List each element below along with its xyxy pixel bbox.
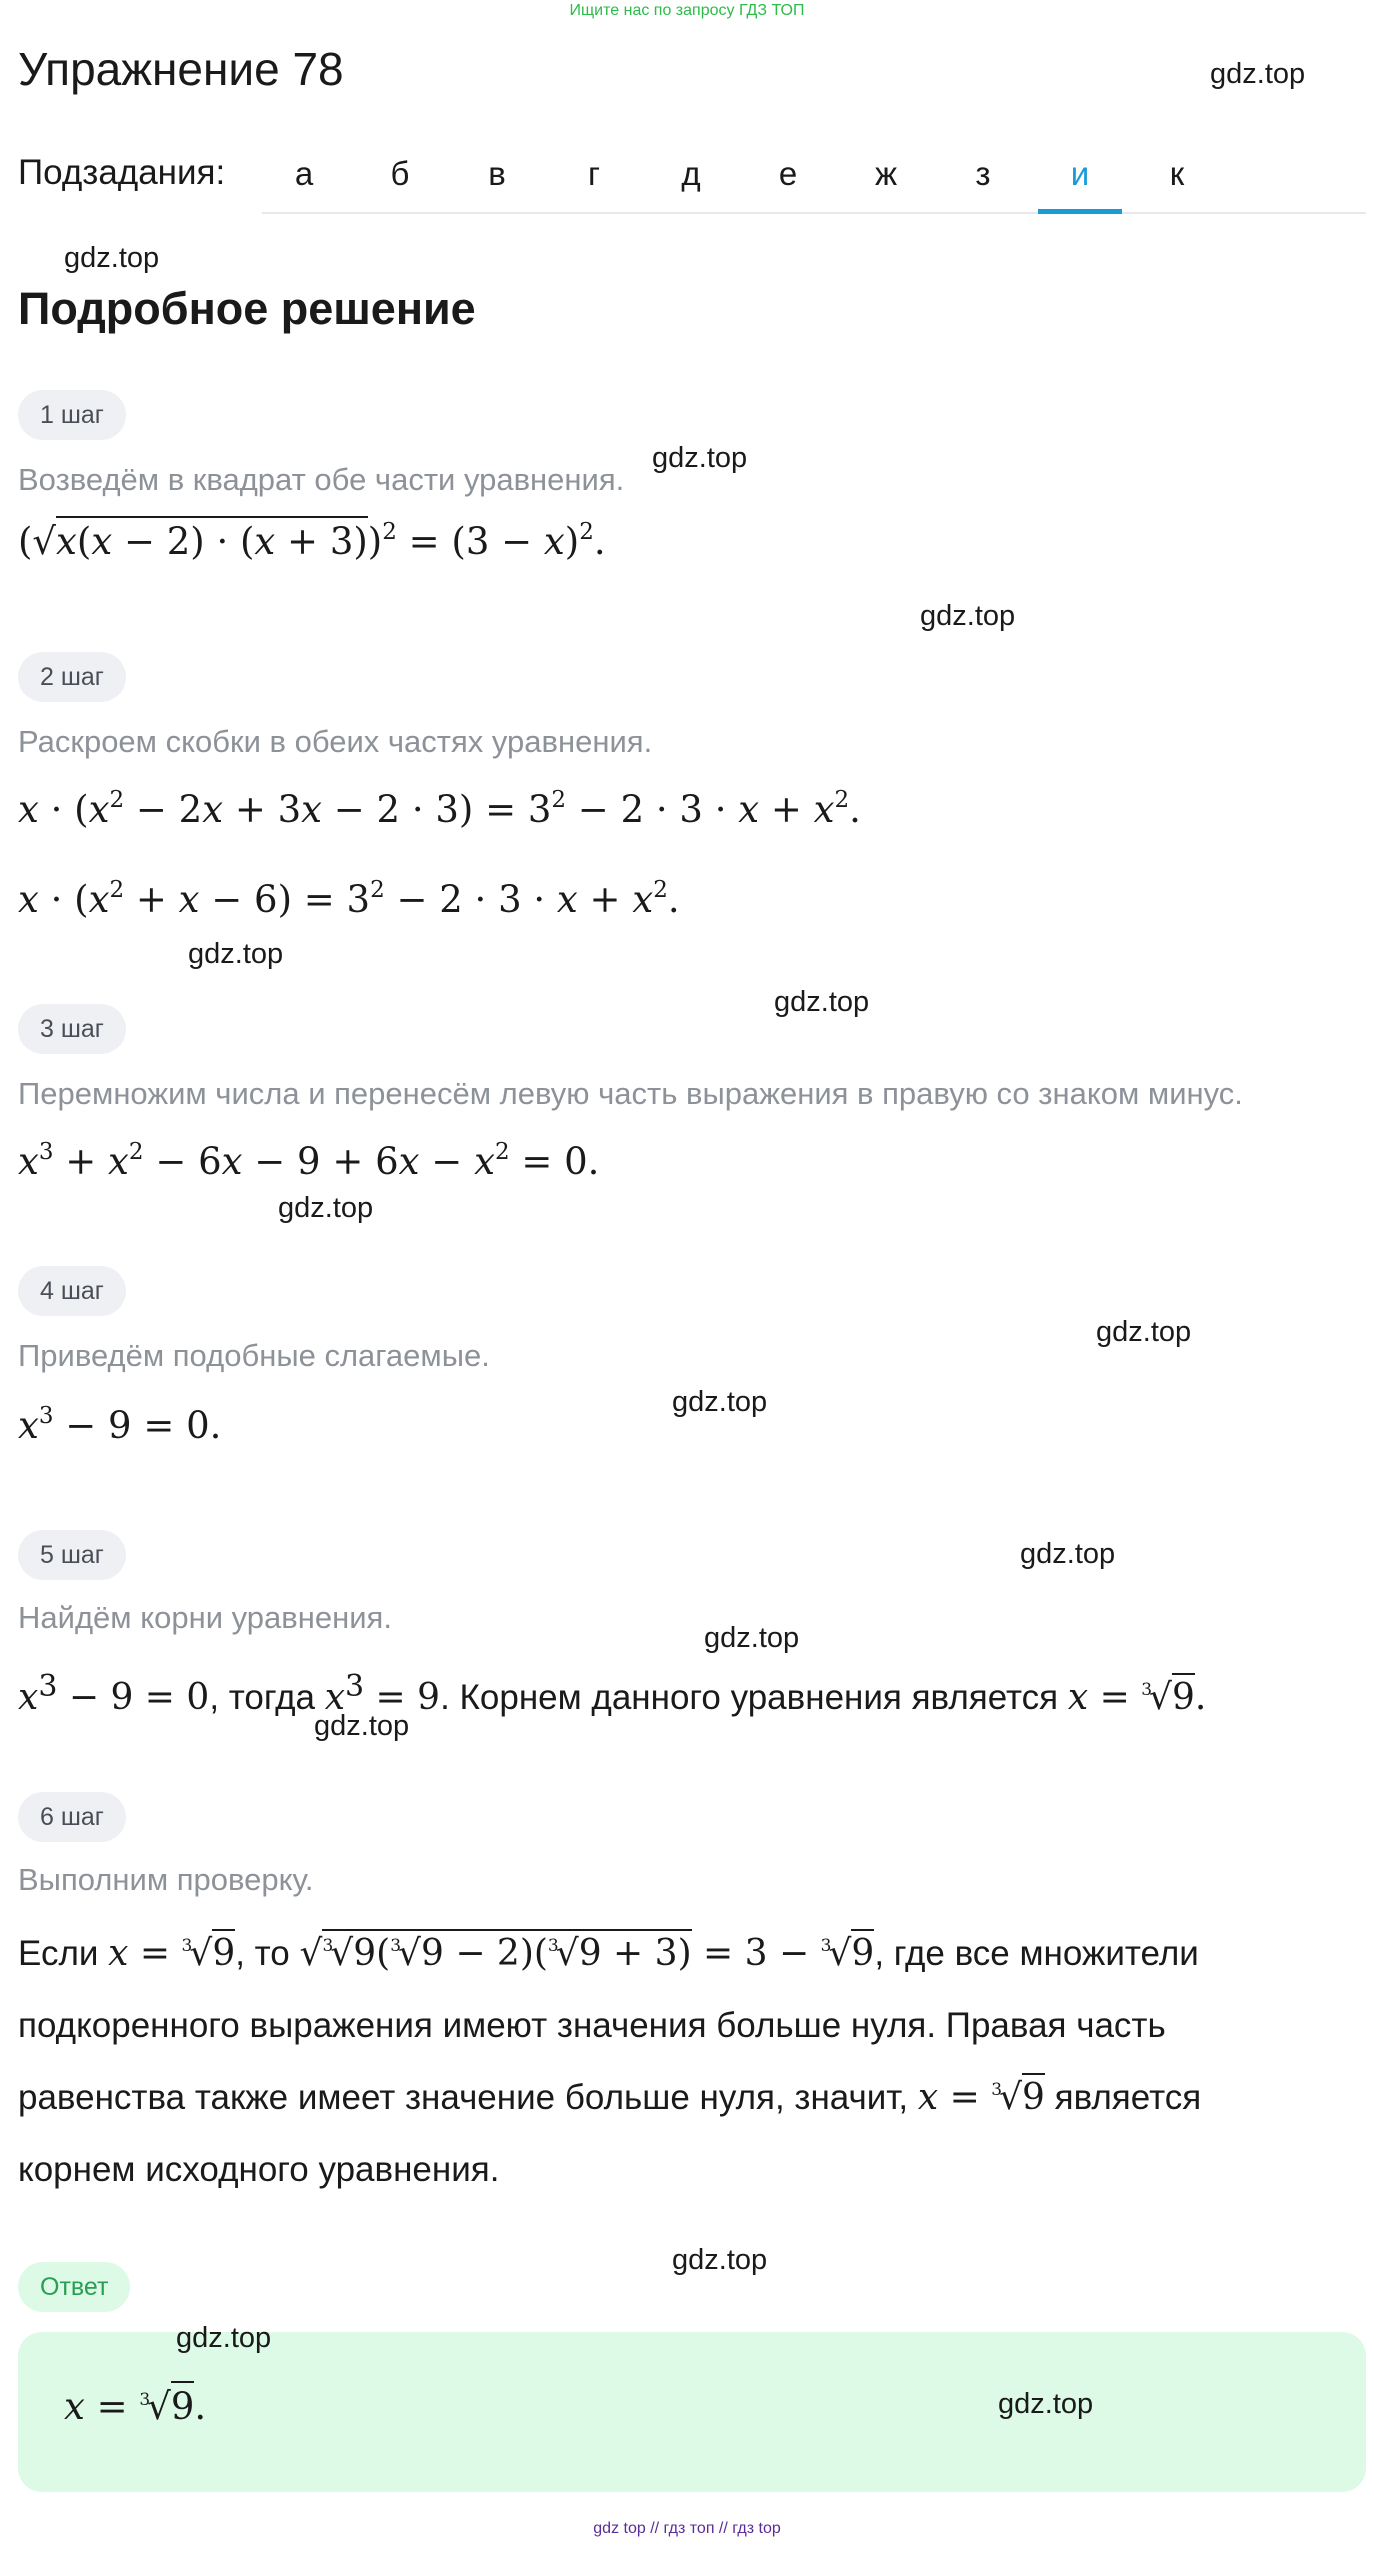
step6-paragraph: Если x = $^3$√9, то √$^3$√9($^3$√9 − 2)($^3$√9 + 3) = 3 − $^3$√9, где все множители подкоренного выражения имеют значения больше нуля. Правая часть равенства также имеет значение больше нуля, значит, x = $^3$√9 является корнем исходного уравнения. (18, 1918, 1358, 2206)
step-text: Возведём в квадрат обе части уравнения. (18, 462, 625, 497)
answer-box (18, 2332, 1366, 2492)
step-text: Раскроем скобки в обеих частях уравнения. (18, 724, 653, 759)
section-title: Подробное решение (18, 283, 476, 334)
watermark: gdz.top (704, 1622, 800, 1654)
tab-b[interactable]: б (390, 155, 410, 192)
watermark: gdz.top (314, 1710, 410, 1742)
step1-equation: $(√x(x - 2) \cdot (x + 3))^2 = (3 - x)^2$. (18, 520, 606, 563)
step4-equation: $x^3 - 9 = 0$. (18, 1403, 222, 1447)
step2-equation-1: $x \cdot (x^2 - 2x + 3x - 2 \cdot 3) = 3^2 - 2 \cdot 3 \cdot x + x^2$. (18, 787, 861, 831)
tab-i-active[interactable]: и (1038, 148, 1122, 214)
step-text: Приведём подобные слагаемые. (18, 1338, 490, 1373)
tab-z[interactable]: з (975, 155, 991, 192)
tab-a[interactable]: а (294, 155, 314, 192)
step2-equation-2: $x \cdot (x^2 + x - 6) = 3^2 - 2 \cdot 3 \cdot x + x^2$. (18, 877, 680, 921)
step-text: Найдём корни уравнения. (18, 1600, 392, 1635)
tab-e[interactable]: е (778, 155, 798, 192)
tab-d[interactable]: д (681, 155, 701, 192)
subtasks-tabs (262, 148, 1366, 214)
watermark: gdz.top (672, 1386, 768, 1418)
step-badge: 3 шаг (18, 1004, 126, 1054)
watermark: gdz.top (176, 2322, 272, 2354)
watermark: gdz.top (188, 938, 284, 970)
footer-links: gdz top // гдз топ // гдз top (593, 2520, 781, 2537)
watermark: gdz.top (64, 242, 160, 274)
watermark: gdz.top (1210, 58, 1306, 90)
step-badge: 1 шаг (18, 390, 126, 440)
watermark: gdz.top (672, 2244, 768, 2276)
watermark: gdz.top (652, 442, 748, 474)
subtasks-label: Подзадания: (18, 153, 226, 192)
page-title: Упражнение 78 (18, 43, 344, 95)
watermark: gdz.top (1020, 1538, 1116, 1570)
watermark: gdz.top (278, 1192, 374, 1224)
answer-equation: x = $^3$√9. (64, 2385, 206, 2428)
tab-zh[interactable]: ж (874, 155, 898, 192)
watermark: gdz.top (920, 600, 1016, 632)
tab-v[interactable]: в (488, 155, 506, 192)
top-banner: Ищите нас по запросу ГДЗ ТОП (569, 2, 805, 19)
step-badge: 5 шаг (18, 1530, 126, 1580)
answer-badge: Ответ (18, 2262, 130, 2312)
step-text: Перемножим числа и перенесём левую часть выражения в правую со знаком минус. (18, 1076, 1243, 1111)
watermark: gdz.top (998, 2388, 1094, 2420)
step3-equation: $x^3 + x^2 - 6x - 9 + 6x - x^2 = 0$. (18, 1139, 600, 1183)
step-badge: 2 шаг (18, 652, 126, 702)
watermark: gdz.top (774, 986, 870, 1018)
watermark: gdz.top (1096, 1316, 1192, 1348)
tab-k[interactable]: к (1169, 155, 1185, 192)
step-badge: 6 шаг (18, 1792, 126, 1842)
tab-g[interactable]: г (587, 155, 601, 192)
step-text: Выполним проверку. (18, 1862, 314, 1897)
step-badge: 4 шаг (18, 1266, 126, 1316)
step5-paragraph: $x^3 - 9 = 0$, тогда $x^3 = 9$. Корнем данного уравнения является x = $^3$√9. (18, 1669, 1207, 1718)
